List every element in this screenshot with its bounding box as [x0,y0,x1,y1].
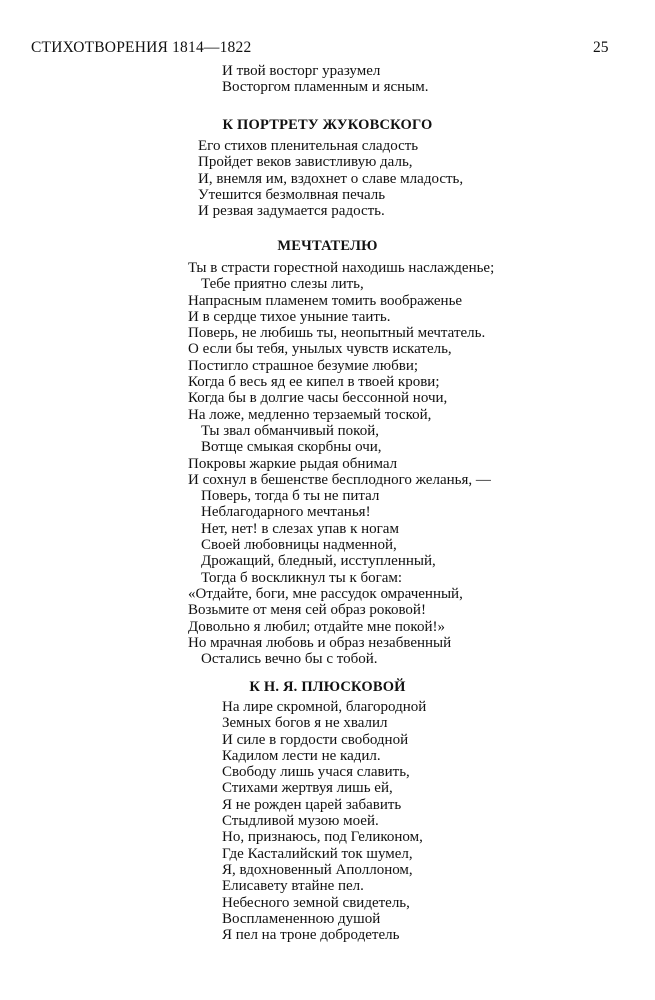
verse-line: Его стихов пленительная сладость [198,138,419,154]
verse-line: Восторгом пламенным и ясным. [222,79,429,96]
verse-line: И силе в гордости свободной [222,731,409,748]
verse-line: О если бы тебя, унылых чувств искатель, [188,341,452,358]
verse-line: Поверь, тогда б ты не питал [201,488,380,505]
poem-title-mechtatelyu: МЕЧТАТЕЛЮ [277,238,378,254]
verse-line: Кадилом лести не кадил. [222,747,381,764]
verse-line: И, внемля им, вздохнет о славе младость, [198,170,464,187]
verse-line: На лире скромной, благородной [222,699,427,715]
verse-line: Остались вечно бы с тобой. [201,651,378,668]
verse-line: Довольно я любил; отдайте мне покой!» [188,618,445,635]
verse-line: Когда бы в долгие часы бессонной ночи, [188,390,448,407]
verse-line: Когда б весь яд ее кипел в твоей крови; [188,374,440,391]
poem-title-zhukovsky: К ПОРТРЕТУ ЖУКОВСКОГО [222,117,433,133]
verse-line: Возьмите от меня сей образ роковой! [188,602,426,619]
verse-line: И резвая задумается радость. [198,203,385,220]
verse-line: Напрасным пламенем томить воображенье [188,292,463,309]
verse-line: Стыдливой музою моей. [222,813,379,830]
page-number: 25 [593,39,609,56]
verse-line: Нет, нет! в слезах упав к ногам [201,520,399,537]
verse-line: Земных богов я не хвалил [222,715,388,732]
verse-line: Утешится безмолвная печаль [198,186,386,203]
verse-line: Тебе приятно слезы лить, [201,276,364,293]
verse-line: Покровы жаркие рыдая обнимал [188,455,398,472]
verse-line: И твой восторг уразумел [222,63,381,79]
verse-line: Я, вдохновенный Аполлоном, [222,861,413,878]
verse-line: Небесного земной свидетель, [222,894,410,911]
verse-line: Я пел на троне добродетель [222,927,400,944]
running-title: СТИХОТВОРЕНИЯ 1814—1822 [31,39,252,56]
verse-line: Своей любовницы надменной, [201,537,397,554]
poem-title-plyuskovoy: К Н. Я. ПЛЮСКОВОЙ [249,679,406,695]
verse-line: И в сердце тихое уныние таить. [188,308,391,325]
verse-line: Тогда б воскликнул ты к богам: [201,569,403,586]
verse-line: «Отдайте, боги, мне рассудок омраченный, [188,585,463,602]
verse-line: Свободу лишь учася славить, [222,764,410,781]
verse-line: Ты в страсти горестной находишь наслажденье; [188,260,495,276]
verse-line: Стихами жертвуя лишь ей, [222,780,393,797]
verse-line: На ложе, медленно терзаемый тоской, [188,406,432,423]
verse-line: Елисавету втайне пел. [222,878,364,895]
verse-line: Вотще смыкая скорбны очи, [201,439,382,456]
poem-plyuskovoy [222,699,426,943]
verse-line: Но, признаюсь, под Геликоном, [222,829,423,846]
verse-line: И сохнул в бешенстве бесплодного желанья, — [188,471,491,488]
top-stanza [222,63,429,96]
verse-line: Неблагодарного мечтанья! [201,504,371,521]
verse-line: Пройдет веков завистливую даль, [198,154,413,171]
verse-line: Поверь, не любишь ты, неопытный мечтатель. [188,325,486,342]
verse-line: Дрожащий, бледный, исступленный, [201,553,436,570]
verse-line: Ты звал обманчивый покой, [201,422,379,439]
poem-zhukovsky [198,138,463,219]
verse-line: Я не рожден царей забавить [222,796,402,813]
verse-line: Где Касталийский ток шумел, [222,845,413,862]
verse-line: Постигло страшное безумие любви; [188,357,419,374]
poem-mechtatelyu [188,260,494,667]
verse-line: Воспламененною душой [222,910,381,927]
verse-line: Но мрачная любовь и образ незабвенный [188,634,452,651]
